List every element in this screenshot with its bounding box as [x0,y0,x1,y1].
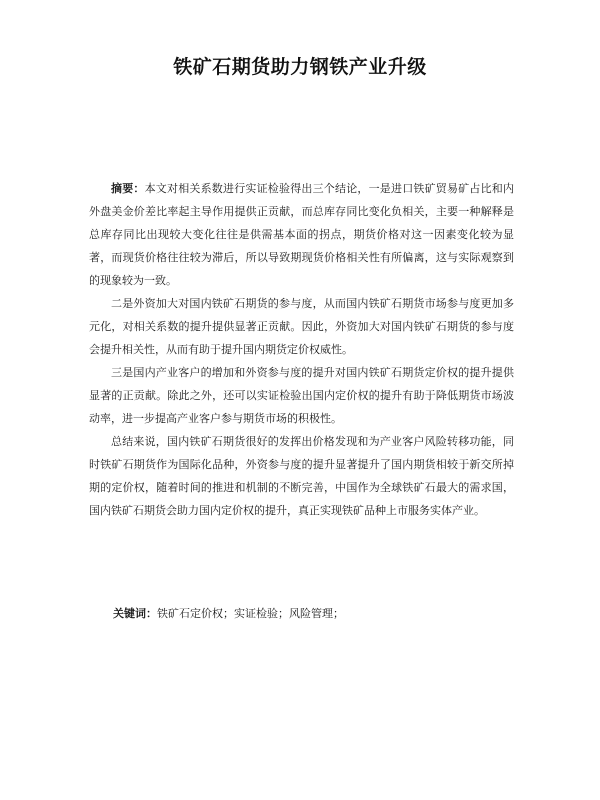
abstract-section [89,177,514,522]
keywords-text: 铁矿石定价权；实证检验；风险管理； [157,607,344,620]
abstract-text-1: 本文对相关系数进行实证检验得出三个结论，一是进口铁矿贸易矿占比和内外盘美金价差比率起主导作用提供正贡献，而总库存同比变化负相关，主要一种解释是总库存同比出现较大变化往往是供需基本面的拐点，期货价格对这一因素变化较为显著，而现货价格往往较为滞后，所以导致期现货价格相关性有所偏离，这与实际观察到的现象较为一致。 [89,182,515,287]
document-title: 铁矿石期货助力钢铁产业升级 [173,56,427,78]
keywords-label: 关键词： [113,607,157,620]
abstract-paragraph-2: 二是外资加大对国内铁矿石期货的参与度，从而国内铁矿石期货市场参与度更加多元化，对相关系数的提升提供显著正贡献。因此，外资加大对国内铁矿石期货的参与度会提升相关性，从而有助于提升国内期货定价权威性。 [89,297,514,356]
keywords-line [113,604,344,624]
abstract-label: 摘要： [111,182,145,195]
abstract-paragraph-1 [89,177,514,292]
abstract-paragraph-3: 三是国内产业客户的增加和外资参与度的提升对国内铁矿石期货定价权的提升提供显著的正贡献。除此之外，还可以实证检验出国内定价权的提升有助于降低期货市场波动率，进一步提高产业客户参与期货市场的积极性。 [89,366,514,425]
abstract-paragraph-4: 总结来说，国内铁矿石期货很好的发挥出价格发现和为产业客户风险转移功能，同时铁矿石期货作为国际化品种，外资参与度的提升显著提升了国内期货相较于新交所掉期的定价权，随着时间的推进和机制的不断完善，中国作为全球铁矿石最大的需求国，国内铁矿石期货会助力国内定价权的提升，真正实现铁矿品种上市服务实体产业。 [89,435,514,517]
